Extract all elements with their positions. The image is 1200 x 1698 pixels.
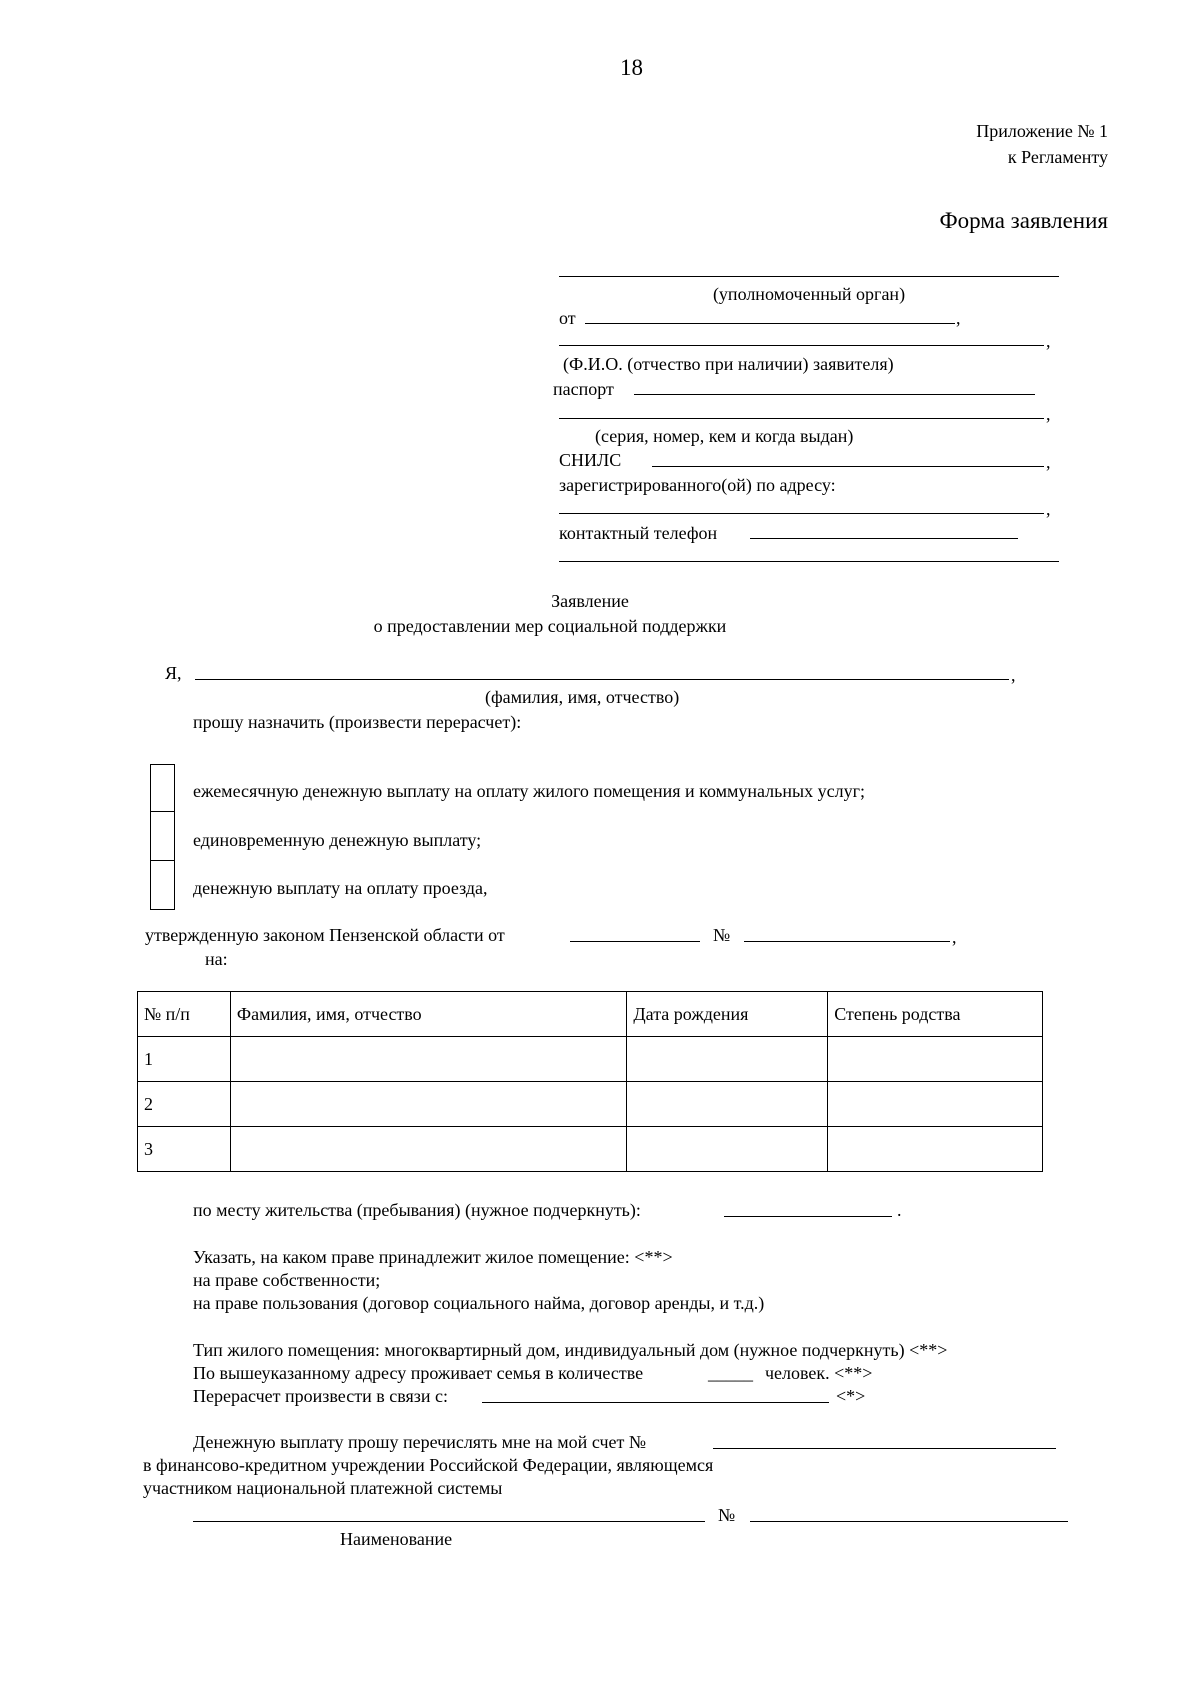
address-line[interactable] bbox=[559, 513, 1044, 514]
snils-line[interactable] bbox=[652, 466, 1044, 467]
recalc-label: Перерасчет произвести в связи с: bbox=[193, 1386, 448, 1406]
institution-name-line[interactable] bbox=[193, 1521, 705, 1522]
housing-type: Тип жилого помещения: многоквартирный дом, индивидуальный дом (нужное подчеркнуть) <**> bbox=[193, 1340, 948, 1360]
authority-caption: (уполномоченный орган) bbox=[712, 284, 906, 304]
payment-account-label: Денежную выплату прошу перечислять мне на мой счет № bbox=[193, 1432, 647, 1452]
institution-name-caption: Наименование bbox=[340, 1529, 453, 1549]
comma: , bbox=[952, 927, 957, 947]
table-row bbox=[138, 1082, 1043, 1127]
cell-birth-date[interactable] bbox=[627, 1127, 828, 1172]
ownership-question: Указать, на каком праве принадлежит жилое помещение: <**> bbox=[193, 1247, 673, 1267]
request-text: прошу назначить (произвести перерасчет): bbox=[193, 712, 522, 732]
on-label: на: bbox=[205, 949, 228, 969]
header-number: № п/п bbox=[138, 992, 231, 1037]
phone-line[interactable] bbox=[750, 538, 1018, 539]
family-count-blank[interactable]: _____ bbox=[708, 1363, 753, 1383]
cell-relationship[interactable] bbox=[828, 1037, 1043, 1082]
authority-line[interactable] bbox=[559, 276, 1059, 277]
cell-relationship[interactable] bbox=[828, 1082, 1043, 1127]
account-number-line[interactable] bbox=[713, 1448, 1056, 1449]
statement-subtitle: о предоставлении мер социальной поддержки bbox=[373, 616, 727, 636]
ownership-option-use: на праве пользования (договор социального найма, договор аренды, и т.д.) bbox=[193, 1293, 765, 1313]
applicant-name-caption: (фамилия, имя, отчество) bbox=[485, 687, 680, 707]
cell-birth-date[interactable] bbox=[627, 1037, 828, 1082]
family-members-table bbox=[137, 991, 1043, 1172]
cell-birth-date[interactable] bbox=[627, 1082, 828, 1127]
passport-line[interactable] bbox=[634, 394, 1035, 395]
cell-full-name[interactable] bbox=[230, 1037, 627, 1082]
checkbox-one-time-payment[interactable] bbox=[150, 812, 175, 860]
snils-label: СНИЛС bbox=[559, 450, 622, 470]
page-number: 18 bbox=[620, 55, 643, 80]
law-number-line[interactable] bbox=[744, 941, 950, 942]
fio-line[interactable] bbox=[559, 345, 1044, 346]
family-count-label: По вышеуказанному адресу проживает семья в количестве bbox=[193, 1363, 644, 1383]
comma: , bbox=[1046, 331, 1051, 351]
extra-line[interactable] bbox=[559, 561, 1059, 562]
table-row bbox=[138, 1037, 1043, 1082]
comma: , bbox=[1046, 452, 1051, 472]
comma: , bbox=[1046, 499, 1051, 519]
table-header-row bbox=[138, 992, 1043, 1037]
row-number: 3 bbox=[138, 1127, 231, 1172]
cell-full-name[interactable] bbox=[230, 1082, 627, 1127]
payment-institution-text: в финансово-кредитном учреждении Российской Федерации, являющемся bbox=[143, 1455, 714, 1475]
law-text: утвержденную законом Пензенской области от bbox=[145, 925, 505, 945]
row-number: 2 bbox=[138, 1082, 231, 1127]
period: . bbox=[897, 1200, 902, 1220]
header-birth-date: Дата рождения bbox=[627, 992, 828, 1037]
header-full-name: Фамилия, имя, отчество bbox=[230, 992, 627, 1037]
phone-label: контактный телефон bbox=[559, 523, 718, 543]
i-label: Я, bbox=[165, 663, 182, 683]
header-relationship: Степень родства bbox=[828, 992, 1043, 1037]
institution-number-sign: № bbox=[718, 1505, 736, 1525]
appendix-number: Приложение № 1 bbox=[976, 121, 1108, 141]
form-title: Форма заявления bbox=[939, 208, 1108, 233]
institution-number-line[interactable] bbox=[750, 1521, 1068, 1522]
comma: , bbox=[956, 308, 961, 328]
comma: , bbox=[1046, 404, 1051, 424]
from-label: от bbox=[559, 308, 576, 328]
cell-relationship[interactable] bbox=[828, 1127, 1043, 1172]
fio-caption: (Ф.И.О. (отчество при наличии) заявителя) bbox=[563, 354, 894, 374]
appendix-reference: к Регламенту bbox=[1007, 147, 1108, 167]
recalc-line[interactable] bbox=[482, 1402, 829, 1403]
residence-line[interactable] bbox=[724, 1216, 892, 1217]
passport-line-2[interactable] bbox=[559, 418, 1044, 419]
applicant-name-line[interactable] bbox=[195, 679, 1009, 680]
residence-text: по месту жительства (пребывания) (нужное подчеркнуть): bbox=[193, 1200, 641, 1220]
registered-label: зарегистрированного(ой) по адресу: bbox=[559, 475, 836, 495]
checkbox-travel-payment[interactable] bbox=[150, 861, 175, 910]
option-one-time-payment: единовременную денежную выплату; bbox=[193, 830, 482, 850]
law-number-sign: № bbox=[713, 925, 731, 945]
cell-full-name[interactable] bbox=[230, 1127, 627, 1172]
statement-title: Заявление bbox=[551, 591, 629, 611]
checkbox-monthly-payment[interactable] bbox=[150, 764, 175, 812]
option-monthly-payment: ежемесячную денежную выплату на оплату жилого помещения и коммунальных услуг; bbox=[193, 781, 865, 801]
from-line[interactable] bbox=[585, 323, 955, 324]
row-number: 1 bbox=[138, 1037, 231, 1082]
ownership-option-property: на праве собственности; bbox=[193, 1270, 381, 1290]
passport-label: паспорт bbox=[553, 379, 614, 399]
recalc-note: <*> bbox=[836, 1386, 866, 1406]
family-count-unit: человек. <**> bbox=[765, 1363, 873, 1383]
comma: , bbox=[1011, 665, 1016, 685]
option-travel-payment: денежную выплату на оплату проезда, bbox=[193, 878, 488, 898]
table-row bbox=[138, 1127, 1043, 1172]
passport-caption: (серия, номер, кем и когда выдан) bbox=[595, 426, 854, 446]
law-date-line[interactable] bbox=[570, 941, 700, 942]
payment-system-text: участником национальной платежной системы bbox=[143, 1478, 503, 1498]
